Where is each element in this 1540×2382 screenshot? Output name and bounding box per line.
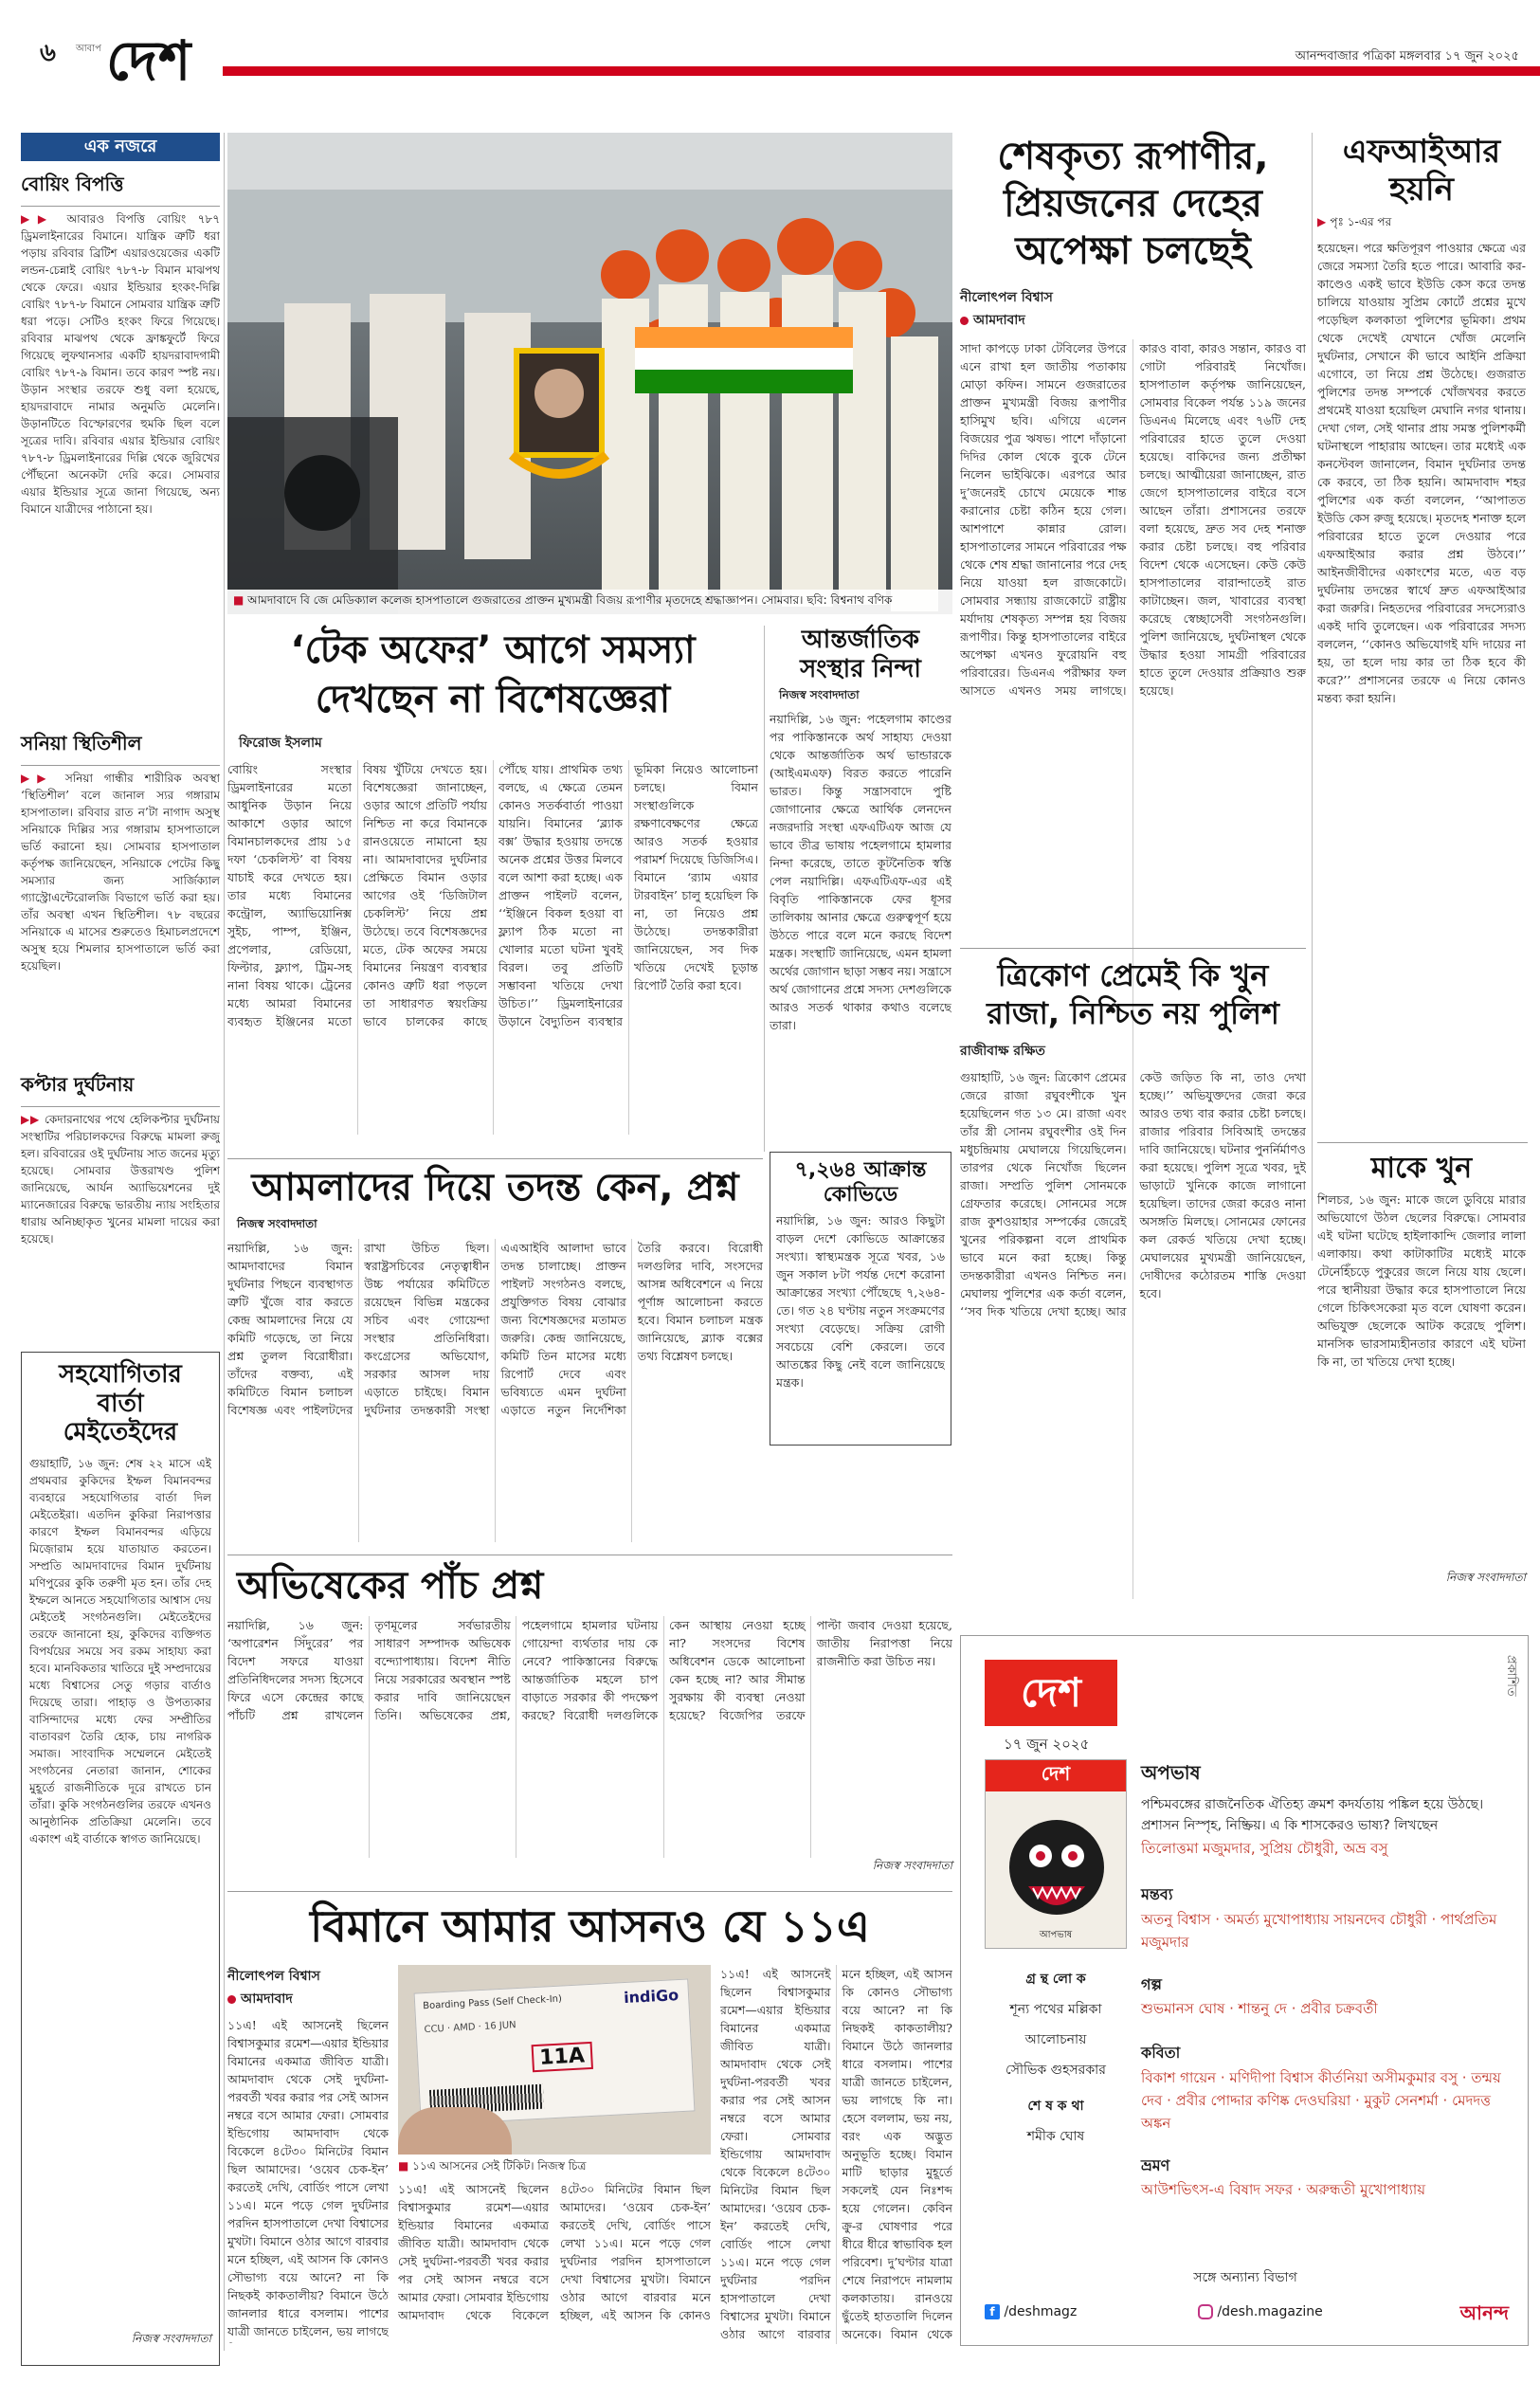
ad-social-fb[interactable]: f /deshmagz bbox=[985, 2304, 1077, 2319]
sidebar bbox=[21, 133, 220, 2351]
sidebar-heading-copter: কপ্টার দুর্ঘটনায় bbox=[21, 1073, 135, 1096]
ad-section-title-0: অপভাষ bbox=[1141, 1761, 1201, 1784]
lead-dateline: আমদাবাদ bbox=[960, 309, 1306, 332]
covid-box bbox=[770, 1152, 951, 1446]
masthead-red-bar bbox=[223, 66, 1540, 76]
khun-body: শিলচর, ১৬ জুন: মাকে জলে ডুবিয়ে মারার অভিযোগে উঠল ছেলের বিরুদ্ধে। সোমবার এই ঘটনা ঘটেছে হাইলাকান্দি জেলার লালা এলাকায়। কথা কাটাকাটির মধ্যেই মাকে টেনেহিঁচড়ে পুকুরের জলে নিয়ে যায় ছেলে। পরে স্থানীয়রা উদ্ধার করে হাসপাতালে নিয়ে গেলে চিকিৎসকেরা মৃত বলে ঘোষণা করেন। অভিযুক্ত ছেলেকে আটক করেছে পুলিশ। মানসিক ভারসাম্যহীনতার কারণে এই ঘটনা কি না, তা খতিয়ে দেখা হচ্ছে। bbox=[1317, 1192, 1526, 1370]
ad-section-names-3: বিকাশ গায়েন · মণিদীপা বিশ্বাস কীর্তনিয়া অসীমকুমার বসু · তন্ময় দেব · প্রবীর পোদ্দার কণিষ্ক দেওঘরিয়া · মুকুট সেনশর্মা · মেদদত্ত অঙ্কন bbox=[1141, 2069, 1501, 2132]
lead-headline: শেষকৃত্য রূপাণীর, প্রিয়জনের দেহের অপেক্ষা চলছেই bbox=[997, 135, 1269, 273]
fir-headline-2: হয়নি bbox=[1389, 171, 1454, 209]
feature-body: গুয়াহাটি, ১৬ জুন: শেষ ২২ মাসে এই প্রথমবার কুকিদের ইম্ফল বিমানবন্দর ব্যবহারে সহযোগিতার বার্তা দিল মেইতেইরা। এতদিন কুকিরা নিরাপত্তার কারণে ইম্ফল বিমানবন্দর এড়িয়ে মিজ়োরাম হয়ে যাতায়াত করতেন। সম্প্রতি আমদাবাদের বিমান দুর্ঘটনায় মণিপুরের কুকি তরুণী মৃত হন। তাঁর দেহ ইম্ফলে আনতে সহযোগিতার আশ্বাস দেয় মেইতেই সংগঠনগুলি। মেইতেইদের তরফে জানানো হয়, কুকিদের ব্যক্তিগত বিপর্যয়ের সময়ে সব রকম সাহায্য করা হবে। মানবিকতার খাতিরে দুই সম্প্রদায়ের মধ্যে বিশ্বাসের সেতু গড়ার বার্তাও দিয়েছে তারা। পাহাড় ও উপত্যকার বাসিন্দাদের মধ্যে ফের সম্প্রীতির বাতাবরণ তৈরি হোক, চায় নাগরিক সমাজ। সাংবাদিক সম্মেলনে মেইতেই সংগঠনের নেতারা জানান, শোকের মুহূর্তে রাজনীতিকে দূরে রাখতে চান তাঁরা। কুকি সংগঠনগুলির তরফে এখনও আনুষ্ঠানিক প্রতিক্রিয়া মেলেনি। তবে একাংশ এই বার্তাকে স্বাগত জানিয়েছে। bbox=[29, 1457, 211, 1846]
intl-headline: আন্তর্জাতিক সংস্থার নিন্দা bbox=[800, 626, 921, 683]
page-number: ৬ bbox=[40, 39, 56, 67]
ad-section-title-3: কবিতা bbox=[1141, 2044, 1181, 2062]
ad-section-names-4: আউশভিৎস-এ বিষাদ সফর · অরুন্ধতী মুখোপাধ্যায় bbox=[1141, 2181, 1426, 2198]
intl-story bbox=[770, 626, 951, 1104]
tech-body: বোয়িং সংস্থার ড্রিমলাইনারের মতো আধুনিক উড়ান নিয়ে আকাশে ওড়ার আগে বিমানচালকদের প্রায় ১৫ দফা ‘চেকলিস্ট’ বা বিষয় যাচাই করে দেখতে হয়। তার মধ্যে বিমানের কন্ট্রোল, অ্যাভিয়োনিক্স সুইচ, পাম্প, ইঞ্জিন, প্রপেলার, রেডিয়ো, ফিল্টার, ফ্ল্যাপ, ট্রিম-সহ নানা বিষয় থাকে। ট্রেনের মধ্যে আমরা বিমানের ব্যবহৃত ইঞ্জিনের মতো বিষয় খুঁটিয়ে দেখতে হয়। বিশেষজ্ঞেরা জানাচ্ছেন, ওড়ার আগে প্রতিটি পর্যায় নিশ্চিত না করে বিমানকে রানওয়েতে নামানো হয় না। আমদাবাদের দুর্ঘটনার প্রেক্ষিতে বিমান ওড়ার আগের ওই ‘ডিজিটাল চেকলিস্ট’ নিয়ে প্রশ্ন উঠেছে। তবে বিশেষজ্ঞদের মতে, টেক অফের সময়ে বিমানের নিয়ন্ত্রণ ব্যবস্থার কোনও ত্রুটি ধরা পড়লে তা সাধারণত স্বয়ংক্রিয় ভাবে চালকের কাছে পৌঁছে যায়। প্রাথমিক তথ্য বলছে, এ ক্ষেত্রে তেমন কোনও সতর্কবার্তা পাওয়া যায়নি। বিমানের ‘ব্ল্যাক বক্স’ উদ্ধার হওয়ায় তদন্তে অনেক প্রশ্নের উত্তর মিলবে বলে আশা করা হচ্ছে। এক প্রাক্তন পাইলট বলেন, ‘‘ইঞ্জিনে বিকল হওয়া বা ফ্ল্যাপ ঠিক মতো না খোলার মতো ঘটনা খুবই বিরল। তবু প্রতিটি সম্ভাবনা খতিয়ে দেখা উচিত।’’ ড্রিমলাইনারের উড়ানে বৈদ্যুতিন ব্যবস্থার ভূমিকা নিয়েও আলোচনা চলছে। বিমান সংস্থাগুলিকে রক্ষণাবেক্ষণের ক্ষেত্রে আরও সতর্ক হওয়ার পরামর্শ দিয়েছে ডিজিসিএ। বিমানে ‘র‍্যাম এয়ার টারবাইন’ চালু হয়েছিল কি না, তা নিয়েও প্রশ্ন উঠেছে। তদন্তকারীরা জানিয়েছেন, সব দিক খতিয়ে দেখেই চূড়ান্ত রিপোর্ট তৈরি করা হবে। bbox=[227, 762, 758, 1028]
covid-headline: ৭,২৬৪ আক্রান্ত কোভিডে bbox=[794, 1158, 927, 1207]
seat-body-col2: ১১এ! এই আসনেই ছিলেন বিশ্বাসকুমার রমেশ—এয়ার ইন্ডিয়ার বিমানের একমাত্র জীবিত যাত্রী। আমদাবাদ থেকে সেই দুর্ঘটনা-পরবর্তী খবর করার পর সেই আসন নম্বরে বসে আমার ফেরা। সোমবার ইন্ডিগোয় আমদাবাদ থেকে বিকেলে ৪টে৩০ মিনিটের বিমান ছিল আমাদের। ‘ওয়েব চেক-ইন’ করতেই দেখি, বোর্ডিং পাসে লেখা ১১এ। মনে পড়ে গেল দুর্ঘটনার পরদিন হাসপাতালে দেখা বিশ্বাসের মুখটা। বিমানে ওঠার আগে বারবার মনে হচ্ছিল, এই আসন কি কোনও bbox=[398, 2182, 711, 2322]
bureaucrat-story bbox=[227, 1166, 763, 1545]
bureaucrat-credit: নিজস্ব সংবাদদাতা bbox=[237, 1217, 317, 1231]
abhishek-story bbox=[227, 1564, 952, 1882]
ad-section-title-2: গল্প bbox=[1141, 1975, 1162, 1993]
arrow-icon: ▶▶ bbox=[21, 772, 65, 785]
triangle-body: গুয়াহাটি, ১৬ জুন: ত্রিকোণ প্রেমের জেরে রাজা রঘুবংশীকে খুন হয়েছিলেন গত ১৩ মে। রাজা এবং তাঁর স্ত্রী সোনম রঘুবংশীর ওই দিন মধুচন্দ্রিমায় মেঘালয়ে গিয়েছিলেন। তারপর থেকে নিখোঁজ ছিলেন রাজা। সম্প্রতি পুলিশ সোনমকে গ্রেফতার করেছে। সোনমের সঙ্গে রাজ কুশওয়াহার সম্পর্কের জেরেই খুনের পরিকল্পনা বলে প্রাথমিক ভাবে মনে করা হচ্ছে। কিন্তু তদন্তকারীরা এখনও নিশ্চিত নন। মেঘালয় পুলিশের এক কর্তা বলেন, ‘‘সব দিক খতিয়ে দেখা হচ্ছে। আর কেউ জড়িত কি না, তাও দেখা হচ্ছে।’’ অভিযুক্তদের জেরা করে আরও তথ্য বার করার চেষ্টা চলছে। রাজার পরিবার সিবিআই তদন্তের দাবি জানিয়েছে। ঘটনার পুনর্নির্মাণও করা হয়েছে। পুলিশ সূত্রে খবর, দুই ভাড়াটে খুনিকে কাজে লাগানো হয়েছিল। তাদের জেরা করেও নানা অসঙ্গতি মিলছে। সোনমের ফোনের কল রেকর্ড খতিয়ে দেখা হচ্ছে। মেঘালয়ের মুখ্যমন্ত্রী জানিয়েছেন, দোষীদের কঠোরতম শাস্তি দেওয়া হবে। bbox=[960, 1070, 1306, 1318]
sidebar-body-sonia: ▶▶ সনিয়া গান্ধীর শারীরিক অবস্থা ‘স্থিতিশীল’ বলে জানাল স্যর গঙ্গারাম হাসপাতাল। রবিবার রাত ন’টা নাগাদ অসুস্থ সনিয়াকে দিল্লির স্যর গঙ্গারাম হাসপাতালে ভর্তি করানো হয়। সোমবার হাসপাতাল কর্তৃপক্ষ জানিয়েছেন, সনিয়াকে পেটের কিছু সমস্যার জন্য সার্জিক্যাল গ্যাস্ট্রোএন্টেরোলজি বিভাগে ভর্তি করা হয়। তাঁর অবস্থা এখন স্থিতিশীল। ৭৮ বছরের সনিয়াকে এ মাসের শুরুতেও হিমাচলপ্রদেশে অসুস্থ হয়ে শিমলার হাসপাতালে ভর্তি করা হয়েছিল। bbox=[21, 772, 220, 973]
ad-section-title-1: মন্তব্য bbox=[1141, 1885, 1173, 1903]
khun-credit: নিজস্ব সংবাদদাতা bbox=[1445, 1571, 1526, 1585]
fir-body: হয়েছেন। পরে ক্ষতিপূরণ পাওয়ার ক্ষেত্রে এর জেরে সমস্যা তৈরি হতে পারে। আবারি কর-কাণ্ডেও একই ভাবে ইউডি কেস করে তদন্ত চালিয়ে যাওয়ায় সুপ্রিম কোর্টে প্রশ্নের মুখে পড়েছিল কলকাতা পুলিশের ভূমিকা। প্রথম থেকে দেখেই যেখানে খোঁজ মেলেনি দুর্ঘটনার, সেখানে কী ভাবে আইনি প্রক্রিয়া এগোবে, তা নিয়ে প্রশ্ন উঠেছে। গুজরাত পুলিশের তদন্ত সম্পর্কে খোঁজখবর করতে প্রথমেই যাওয়া হয়েছিল মেঘানি নগর থানায়। দেখা গেল, সেই থানার প্রায় সমস্ত পুলিশকর্মী ঘটনাস্থলে পাহারায় আছেন। তার মধ্যেই এক কনস্টেবল জানালেন, বিমান দুর্ঘটনার তদন্ত কে করবে, তা ঠিক হয়নি। আমদাবাদ শহর পুলিশের এক কর্তা বললেন, ‘‘আপাতত ইউডি কেস রুজু হয়েছে। মৃতদেহ শনাক্ত হলে পরিবারের হাতে তুলে দেওয়ার পরে এফআইআর করার প্রশ্ন উঠবে।’’ আইনজীবীদের একাংশের মতে, এত বড় দুর্ঘটনায় তদন্তের স্বার্থে দ্রুত এফআইআর করা জরুরি। নিহতদের পরিবারের সদস্যেরাও একই দাবি তুলেছেন। এক পরিবারের সদস্য বললেন, ‘‘কোনও অভিযোগই যদি দায়ের না হয়, তা হলে দায় কার তা ঠিক হবে কী করে?’’ প্রশাসনের তরফে এ নিয়ে কোনও মন্তব্য করা হয়নি। bbox=[1317, 241, 1526, 706]
sidebar-body-copter: ▶▶ কেদারনাথের পথে হেলিকপ্টার দুর্ঘটনায় সংস্থাটির পরিচালকদের বিরুদ্ধে মামলা রুজু হল। রবিবারের ওই দুর্ঘটনায় সাত জনের মৃত্যু হয়েছে। সোমবার উত্তরাখণ্ড পুলিশ জানিয়েছে, আর্যন অ্যাভিয়েশনের দুই ম্যানেজারের বিরুদ্ধে ভারতীয় ন্যায় সংহিতার ধারায় অনিচ্ছাকৃত খুনের মামলা দায়ের করা হয়েছে। bbox=[21, 1113, 220, 1246]
masthead-title: দেশ bbox=[106, 28, 192, 93]
intl-body: নয়াদিল্লি, ১৬ জুন: পহেলগাম কাণ্ডের পর পাকিস্তানকে অর্থ সাহায্য দেওয়া থেকে আন্তর্জাতিক অর্থ ভান্ডারকে (আইএমএফ) বিরত করতে পারেনি ভারত। কিন্তু সন্ত্রাসবাদে পুষ্টি জোগানোর ক্ষেত্রে আর্থিক লেনদেন নজরদারি সংস্থা এফএটিএফ আজ যে ভাবে তীব্র ভাষায় পহেলগামে হামলার নিন্দা করেছে, তাতে কূটনৈতিক স্বস্তি পেল নয়াদিল্লি। এফএটিএফ-এর এই বিবৃতি পাকিস্তানকে ফের ধূসর তালিকায় আনার ক্ষেত্রে গুরুত্বপূর্ণ হয়ে উঠতে পারে বলে মনে করছে বিদেশ মন্ত্রক। সংস্থাটি জানিয়েছে, এমন হামলা অর্থের জোগান ছাড়া সম্ভব নয়। সন্ত্রাসে অর্থ জোগানের প্রশ্নে সদস্য দেশগুলিকে আরও সতর্ক থাকার কথাও বলেছে তারা। bbox=[770, 712, 951, 1033]
feature-title-3: মেইতেইদের bbox=[63, 1418, 178, 1447]
facebook-icon: f bbox=[985, 2304, 1000, 2319]
tech-headline: ‘টেক অফের’ আগে সমস্যা দেখছেন না বিশেষজ্ঞেরা bbox=[290, 628, 696, 721]
instagram-icon bbox=[1198, 2304, 1213, 2319]
ticket-seat: 11A bbox=[532, 2042, 593, 2072]
fir-story bbox=[1317, 133, 1526, 1137]
funeral-scene-illustration bbox=[227, 133, 952, 614]
sidebar-band: এক নজরে bbox=[21, 133, 220, 161]
lead-photo bbox=[227, 133, 952, 614]
abhishek-body: নয়াদিল্লি, ১৬ জুন: ‘অপারেশন সিঁদুরের’ পর বিদেশ সফরে যাওয়া প্রতিনিধিদলের সদস্য হিসেবে ফিরে এসে কেন্দ্রের কাছে পাঁচটি প্রশ্ন রাখলেন তৃণমূলের সর্বভারতীয় সাধারণ সম্পাদক অভিষেক বন্দ্যোপাধ্যায়। বিদেশ নীতি নিয়ে সরকারের অবস্থান স্পষ্ট করার দাবি জানিয়েছেন তিনি। অভিষেকের প্রশ্ন, পহেলগামে হামলার ঘটনায় গোয়েন্দা ব্যর্থতার দায় কে নেবে? পাকিস্তানের বিরুদ্ধে আন্তর্জাতিক মহলে চাপ বাড়াতে সরকার কী পদক্ষেপ করছে? বিরোধী দলগুলিকে কেন আস্থায় নেওয়া হচ্ছে না? সংসদের বিশেষ অধিবেশন ডেকে আলোচনা কেন হচ্ছে না? আর সীমান্ত সুরক্ষায় কী ব্যবস্থা নেওয়া হয়েছে? বিজেপির তরফে পাল্টা জবাব দেওয়া হয়েছে, জাতীয় নিরাপত্তা নিয়ে রাজনীতি করা উচিত নয়। bbox=[227, 1618, 952, 1723]
triangle-byline: রাজীবাক্ষ রক্ষিত bbox=[960, 1044, 1045, 1059]
tech-story bbox=[227, 626, 758, 1137]
lead-byline: নীলোৎপল বিশ্বাস bbox=[960, 290, 1053, 305]
sidebar-body-boeing: ▶▶ আবারও বিপত্তি বোয়িং ৭৮৭ ড্রিমলাইনারের বিমানে। যান্ত্রিক ত্রুটি ধরা পড়ায় রবিবার ব্রিটিশ এয়ারওয়েজের একটি লন্ডন-চেন্নাই বোয়িং ৭৮৭-৮ বিমান মাঝপথ থেকে ফেরে। এয়ার ইন্ডিয়ার হংকং-দিল্লি বোয়িং ৭৮৭-৮ বিমানে সোমবার যান্ত্রিক ত্রুটি ধরা পড়ে। সেটিও হংকং ফিরে গিয়েছে। রবিবার মাঝপথ থেকে ফ্রাঙ্কফুর্টে ফিরে গিয়েছে লুফথানসার একটি হায়দরাবাদগামী বোয়িং ৭৮৭-৯ বিমান। তবে কারণ স্পষ্ট নয়। উড়ান সংস্থার তরফে শুধু বলা হয়েছে, হায়দরাবাদে নামার অনুমতি মেলেনি। উড়ানটিতে বিস্ফোরণের হুমকি ছিল বলে সূত্রের দাবি। রবিবার এয়ার ইন্ডিয়ার বোয়িং ৭৮৭-৮ ড্রিমলাইনারের দিল্লি থেকে জুরিখের পৌঁছনো অনেকটা দেরি করে। সোমবার এয়ার ইন্ডিয়ার সূত্রে জানা গিয়েছে, অন্য বিমানে যাত্রীদের পাঠানো হয়। bbox=[21, 212, 220, 516]
ad-logo: দেশ bbox=[985, 1660, 1117, 1726]
cover-face-illustration bbox=[986, 1791, 1127, 1949]
cover-text: আপভাষ bbox=[1039, 1930, 1073, 1940]
tech-byline: ফিরোজ ইসলাম bbox=[239, 736, 322, 751]
feature-title-2: বার্তা bbox=[97, 1389, 144, 1418]
covid-body: নয়াদিল্লি, ১৬ জুন: আরও কিছুটা বাড়ল দেশে কোভিডে আক্রান্তের সংখ্যা। স্বাস্থ্যমন্ত্রক সূত্রে খবর, ১৬ জুন সকাল ৮টা পর্যন্ত দেশে করোনা আক্রান্তের সংখ্যা পৌঁছেছে ৭,২৬৪-তে। গত ২৪ ঘণ্টায় নতুন সংক্রমণের সংখ্যা বেড়েছে। সক্রিয় রোগী সবচেয়ে বেশি কেরলে। তবে আতঙ্কের কিছু নেই বলে জানিয়েছে মন্ত্রক। bbox=[776, 1212, 945, 1390]
ticket-label: Boarding Pass (Self Check-In) bbox=[422, 1993, 563, 2012]
seat-headline: বিমানে আমার আসনও যে ১১এ bbox=[310, 1900, 870, 1952]
sidebar-feature-box bbox=[21, 1352, 220, 2366]
ad-left-4: শে ষ ক থা bbox=[1027, 2099, 1084, 2114]
fir-headline-1: এফআইআর bbox=[1342, 133, 1501, 171]
seat-byline: নীলোৎপল বিশ্বাস bbox=[227, 1969, 320, 1984]
photo-caption: ■ আমদাবাদে বি জে মেডিক্যাল কলেজ হাসপাতালে গুজরাতের প্রাক্তন মুখ্যমন্ত্রী বিজয় রূপাণীর মৃতদেহে শ্রদ্ধাজ্ঞাপন। সোমবার। ছবি: বিশ্বনাথ বণিক bbox=[227, 590, 952, 614]
ad-cover: দেশ আপভাষ bbox=[985, 1759, 1127, 1949]
intl-credit: নিজস্ব সংবাদদাতা bbox=[779, 688, 860, 702]
arrow-icon: ▶▶ bbox=[21, 1113, 45, 1126]
ad-left-2: আলোচনায় bbox=[1024, 2032, 1087, 2047]
seat-dateline: আমদাবাদ bbox=[227, 1988, 389, 2010]
ad-section-text-0: পশ্চিমবঙ্গের রাজনৈতিক ঐতিহ্য ক্রমশ কদর্যতায় পঙ্কিল হয়ে উঠছে। প্রশাসন নিস্পৃহ, নিষ্ক্রিয়। এ কি শাসকেরও ভাষ্য? লিখছেন bbox=[1141, 1797, 1484, 1833]
ad-section-names-2: শুভমানস ঘোষ · শান্তনু দে · প্রবীর চক্রবর্তী bbox=[1141, 2000, 1378, 2017]
seat-body-col1: ১১এ! এই আসনেই ছিলেন বিশ্বাসকুমার রমেশ—এয়ার ইন্ডিয়ার বিমানের একমাত্র জীবিত যাত্রী। আমদাবাদ থেকে সেই দুর্ঘটনা-পরবর্তী খবর করার পর সেই আসন নম্বরে বসে আমার ফেরা। সোমবার ইন্ডিগোয় আমদাবাদ থেকে বিকেলে ৪টে৩০ মিনিটের বিমান ছিল আমাদের। ‘ওয়েব চেক-ইন’ করতেই দেখি, বোর্ডিং পাসে লেখা ১১এ। মনে পড়ে গেল দুর্ঘটনার পরদিন হাসপাতালে দেখা বিশ্বাসের মুখটা। বিমানে ওঠার আগে বারবার মনে হচ্ছিল, এই আসন কি কোনও সৌভাগ্য বয়ে আনে? না কি নিছকই কাকতালীয়? বিমানে উঠে জানলার ধারে বসলাম। পাশের যাত্রী জানতে চাইলেন, ভয় লাগছে bbox=[227, 2018, 389, 2338]
desh-magazine-ad[interactable] bbox=[960, 1635, 1529, 2346]
ad-left-5: শমীক ঘোষ bbox=[1026, 2129, 1085, 2144]
triangle-headline: ত্রিকোণ প্রেমেই কি খুন রাজা, নিশ্চিত নয় পুলিশ bbox=[987, 957, 1279, 1031]
arrow-icon: ▶▶ bbox=[21, 212, 67, 226]
abhishek-headline: অভিষেকের পাঁচ প্রশ্ন bbox=[237, 1564, 544, 1608]
khun-headline: মাকে খুন bbox=[1370, 1152, 1473, 1185]
ad-left-1: শূন্য পথের মল্লিকা bbox=[1009, 2002, 1102, 2017]
ticket-photo: Boarding Pass (Self Check-In) indiGo CCU · AMD · 16 JUN 11A bbox=[398, 1965, 711, 2155]
abhishek-credit: নিজস্ব সংবাদদাতা bbox=[872, 1859, 952, 1873]
khun-story bbox=[1317, 1152, 1526, 1616]
ad-section-title-4: ভ্রমণ bbox=[1141, 2156, 1170, 2174]
ticket-brand: indiGo bbox=[623, 1986, 679, 2008]
sidebar-heading-sonia: সনিয়া স্থিতিশীল bbox=[21, 732, 142, 755]
bureaucrat-body: নয়াদিল্লি, ১৬ জুন: আমদাবাদের বিমান দুর্ঘটনার পিছনে ব্যবস্থাগত ত্রুটি খুঁজে বার করতে কেন্দ্র আমলাদের নিয়ে যে কমিটি গড়েছে, তা নিয়ে প্রশ্ন তুলল বিরোধীরা। তাঁদের বক্তব্য, এই কমিটিতে বিমান চলাচল বিশেষজ্ঞ এবং পাইলটদের রাখা উচিত ছিল। স্বরাষ্ট্রসচিবের নেতৃত্বাধীন উচ্চ পর্যায়ের কমিটিতে রয়েছেন বিভিন্ন মন্ত্রকের সচিব এবং গোয়েন্দা সংস্থার প্রতিনিধিরা। কংগ্রেসের অভিযোগ, সরকার আসল দায় এড়াতে চাইছে। বিমান দুর্ঘটনার তদন্তকারী সংস্থা এএআইবি আলাদা ভাবে তদন্ত চালাচ্ছে। প্রাক্তন পাইলট সংগঠনও বলছে, প্রযুক্তিগত বিষয় বোঝার জন্য বিশেষজ্ঞদের মতামত জরুরি। কেন্দ্র জানিয়েছে, কমিটি তিন মাসের মধ্যে রিপোর্ট দেবে এবং ভবিষ্যতে এমন দুর্ঘটনা এড়াতে নতুন নির্দেশিকা তৈরি করবে। বিরোধী দলগুলির দাবি, সংসদের আসন্ন অধিবেশনে এ নিয়ে পূর্ণাঙ্গ আলোচনা করতে হবে। বিমান চলাচল মন্ত্রক জানিয়েছে, ব্ল্যাক বক্সের তথ্য বিশ্লেষণ চলছে। bbox=[227, 1241, 763, 1418]
ad-section-names-0: তিলোত্তমা মজুমদার, সুপ্রিয় চৌধুরী, অভ্র বসু bbox=[1141, 1840, 1388, 1857]
ad-publisher: আনন্দ bbox=[1459, 2301, 1509, 2324]
triangle-story bbox=[960, 948, 1306, 1626]
ad-social-ig[interactable]: /desh.magazine bbox=[1198, 2304, 1323, 2319]
ad-left-3: সৌভিক গুহসরকার bbox=[1006, 2063, 1106, 2078]
seat-story bbox=[227, 1900, 952, 2351]
ad-section-names-1: অতনু বিশ্বাস · অমর্ত্য মুখোপাধ্যায় সায়নদেব চৌধুরী · পার্থপ্রতিম মজুমদার bbox=[1141, 1911, 1497, 1951]
seat-body-col3: ১১এ! এই আসনেই ছিলেন বিশ্বাসকুমার রমেশ—এয়ার ইন্ডিয়ার বিমানের একমাত্র জীবিত যাত্রী। আমদাবাদ থেকে সেই দুর্ঘটনা-পরবর্তী খবর করার পর সেই আসন নম্বরে বসে আমার ফেরা। সোমবার ইন্ডিগোয় আমদাবাদ থেকে বিকেলে ৪টে৩০ মিনিটের বিমান ছিল আমাদের। ‘ওয়েব চেক-ইন’ করতেই দেখি, বোর্ডিং পাসে লেখা ১১এ। মনে পড়ে গেল দুর্ঘটনার পরদিন হাসপাতালে দেখা বিশ্বাসের মুখটা। বিমানে ওঠার আগে বারবার মনে হচ্ছিল, এই আসন কি কোনও সৌভাগ্য বয়ে আনে? না কি নিছকই কাকতালীয়? বিমানে উঠে জানলার ধারে বসলাম। পাশের যাত্রী জানতে চাইলেন, ভয় লাগছে কি না। হেসে বললাম, ভয় নয়, বরং এক অদ্ভুত অনুভূতি হচ্ছে। বিমান মাটি ছাড়ার মুহূর্তে সকলেই যেন নিঃশব্দ হয়ে গেলেন। কেবিন ক্রু-র ঘোষণার পরে ধীরে ধীরে স্বাভাবিক হল পরিবেশ। দু’ঘণ্টার যাত্রা শেষে নিরাপদে নামলাম কলকাতায়। রানওয়ে ছুঁতেই হাততালি দিলেন অনেকে। বিমান থেকে bbox=[720, 1967, 952, 2341]
ad-left-0: গ্র ন্থ লো ক bbox=[1025, 1972, 1086, 1987]
ad-side-label: প্রকাশিত bbox=[1504, 1655, 1518, 1697]
feature-title-1: সহযোগিতার bbox=[59, 1360, 182, 1389]
ticket-caption: ■ ১১এ আসনের সেই টিকিট। নিজস্ব চিত্র bbox=[398, 2159, 587, 2173]
edition-info: আনন্দবাজার পত্রিকা মঙ্গলবার ১৭ জুন ২০২৫ bbox=[1295, 49, 1519, 64]
lead-body: সাদা কাপড়ে ঢাকা টেবিলের উপরে এনে রাখা হল জাতীয় পতাকায় মোড়া কফিন। সামনে গুজরাতের প্রাক্তন মুখ্যমন্ত্রী বিজয় রূপাণীর হাসিমুখ ছবি। এগিয়ে এলেন বিজয়ের পুত্র ঋষভ। পাশে দাঁড়ানো দিদির কোল থেকে বুকে টেনে নিলেন ভাইঝিকে। এরপরে আর দু’জনেরই চোখে মেয়েকে শান্ত করানোর চেষ্টা কঠিন হয়ে গেল। আশপাশে কান্নার রোল। হাসপাতালের সামনে পরিবারের পক্ষ থেকে শেষ শ্রদ্ধা জানানোর পরে দেহ নিয়ে যাওয়া হল রাজকোটে। সোমবার সন্ধ্যায় রাজকোটে রাষ্ট্রীয় মর্যাদায় শেষকৃত্য সম্পন্ন হয় বিজয় রূপাণীর। কিন্তু হাসপাতালের বাইরে অপেক্ষা এখনও ফুরোয়নি বহু পরিবারের। ডিএনএ পরীক্ষার ফল আসতে এখনও সময় লাগছে। কারও বাবা, কারও সন্তান, কারও বা গোটা পরিবারই নিখোঁজ। হাসপাতাল কর্তৃপক্ষ জানিয়েছেন, সোমবার বিকেল পর্যন্ত ১১৯ জনের ডিএনএ মিলেছে এবং ৭৬টি দেহ পরিবারের হাতে তুলে দেওয়া হয়েছে। বাকিদের জন্য প্রতীক্ষা চলছে। আত্মীয়েরা জানাচ্ছেন, রাত জেগে হাসপাতালের বাইরে বসে আছেন তাঁরা। প্রশাসনের তরফে বলা হয়েছে, দ্রুত সব দেহ শনাক্ত করার চেষ্টা চলছে। বহু পরিবার বিদেশ থেকে এসেছেন। কেউ কেউ হাসপাতালের বারান্দাতেই রাত কাটাচ্ছেন। জল, খাবারের ব্যবস্থা করেছে স্বেচ্ছাসেবী সংগঠনগুলি। পুলিশ জানিয়েছে, দুর্ঘটনাস্থল থেকে উদ্ধার হওয়া সামগ্রী পরিবারের হাতে তুলে দেওয়ার প্রক্রিয়াও শুরু হয়েছে। bbox=[960, 341, 1306, 698]
feature-credit: নিজস্ব সংবাদদাতা bbox=[131, 2332, 211, 2346]
sidebar-heading-boeing: বোয়িং বিপত্তি bbox=[21, 173, 124, 195]
ad-date: ১৭ জুন ২০২৫ bbox=[1004, 1736, 1090, 1753]
ad-other-sections: সঙ্গে অন্যান্য বিভাগ bbox=[1193, 2270, 1297, 2285]
brand-small: আবাপ bbox=[76, 44, 101, 54]
bureaucrat-headline: আমলাদের দিয়ে তদন্ত কেন, প্রশ্ন bbox=[251, 1166, 739, 1209]
fir-jump: ▶ পৃঃ ১-এর পর bbox=[1317, 215, 1392, 229]
